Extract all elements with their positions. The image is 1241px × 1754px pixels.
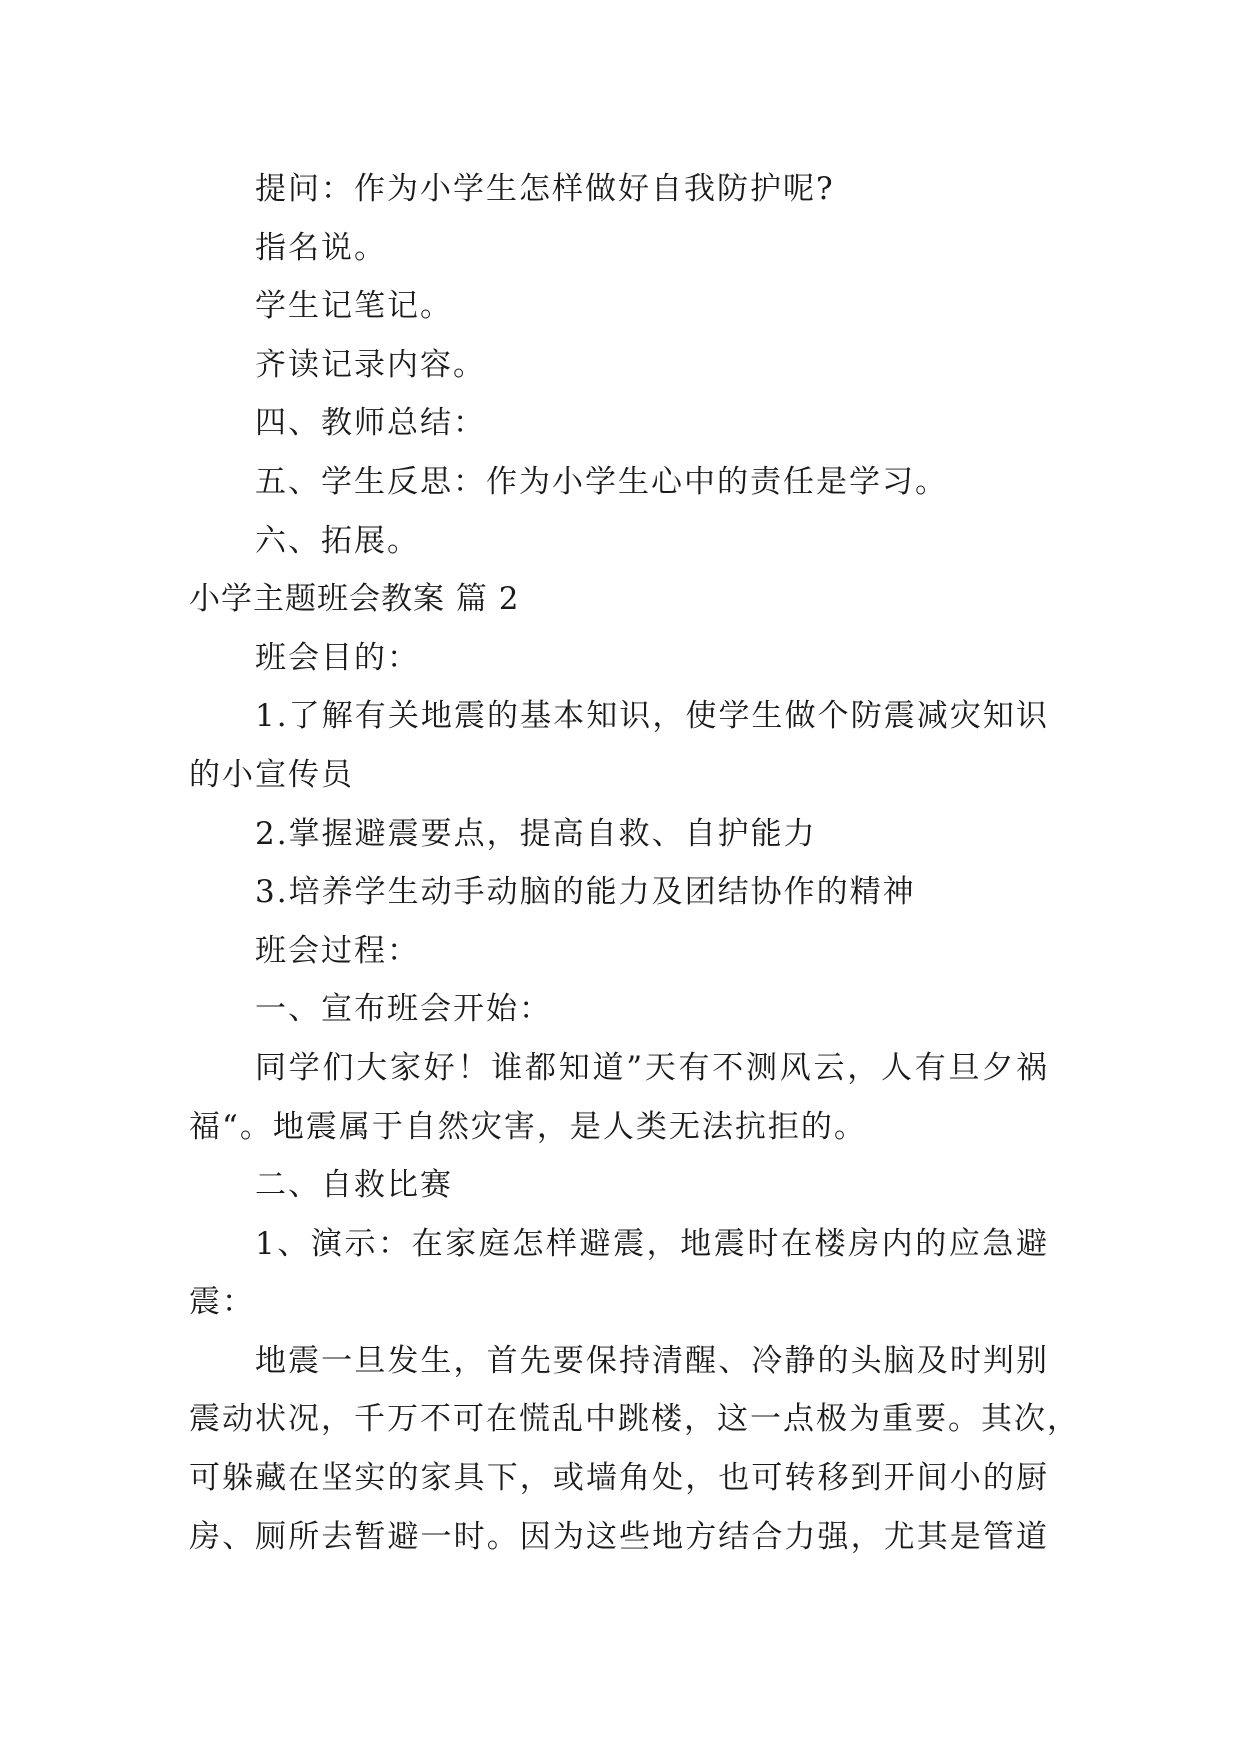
- paragraph-call-on: 指名说。: [255, 229, 387, 266]
- demo-item-1: 1、演示：在家庭怎样避震，地震时在楼房内的应急避: [255, 1225, 1049, 1262]
- paragraph-earthquake-advice: 地震一旦发生，首先要保持清醒、冷静的头脑及时判别: [255, 1342, 1049, 1379]
- goal-item-3: 3.培养学生动手动脑的能力及团结协作的精神: [255, 874, 916, 911]
- paragraph-earthquake-advice-line-3: 可躲藏在坚实的家具下，或墙角处，也可转移到开间小的厨: [189, 1460, 1049, 1497]
- demo-item-1-continued: 震：: [189, 1284, 255, 1321]
- lesson-plan-title: 小学主题班会教案 篇 2: [189, 581, 520, 618]
- section-heading-student-reflection: 五、学生反思：作为小学生心中的责任是学习。: [255, 463, 948, 500]
- paragraph-read-aloud: 齐读记录内容。: [255, 346, 486, 383]
- goal-item-2: 2.掌握避震要点，提高自救、自护能力: [255, 815, 817, 852]
- paragraph-question: 提问：作为小学生怎样做好自我防护呢?: [255, 171, 835, 207]
- paragraph-earthquake-advice-line-2: 震动状况，千万不可在慌乱中跳楼，这一点极为重要。其次，: [189, 1401, 1080, 1438]
- section-heading-meeting-goals: 班会目的：: [255, 639, 420, 676]
- paragraph-take-notes: 学生记笔记。: [255, 288, 453, 325]
- goal-item-1: 1.了解有关地震的基本知识，使学生做个防震减灾知识: [255, 698, 1049, 735]
- section-heading-extension: 六、拓展。: [255, 522, 420, 559]
- section-heading-meeting-process: 班会过程：: [255, 932, 420, 969]
- goal-item-1-continued: 的小宣传员: [189, 756, 354, 793]
- section-heading-announce-start: 一、宣布班会开始：: [255, 991, 552, 1028]
- paragraph-greeting: 同学们大家好！谁都知道”天有不测风云，人有旦夕祸: [255, 1049, 1049, 1086]
- paragraph-earthquake-advice-line-4: 房、厕所去暂避一时。因为这些地方结合力强，尤其是管道: [189, 1518, 1049, 1555]
- document-body: [189, 160, 1080, 1566]
- paragraph-greeting-continued: 福“。地震属于自然灾害，是人类无法抗拒的。: [189, 1108, 867, 1145]
- section-heading-self-rescue-contest: 二、自救比赛: [255, 1167, 453, 1204]
- section-heading-teacher-summary: 四、教师总结：: [255, 405, 486, 442]
